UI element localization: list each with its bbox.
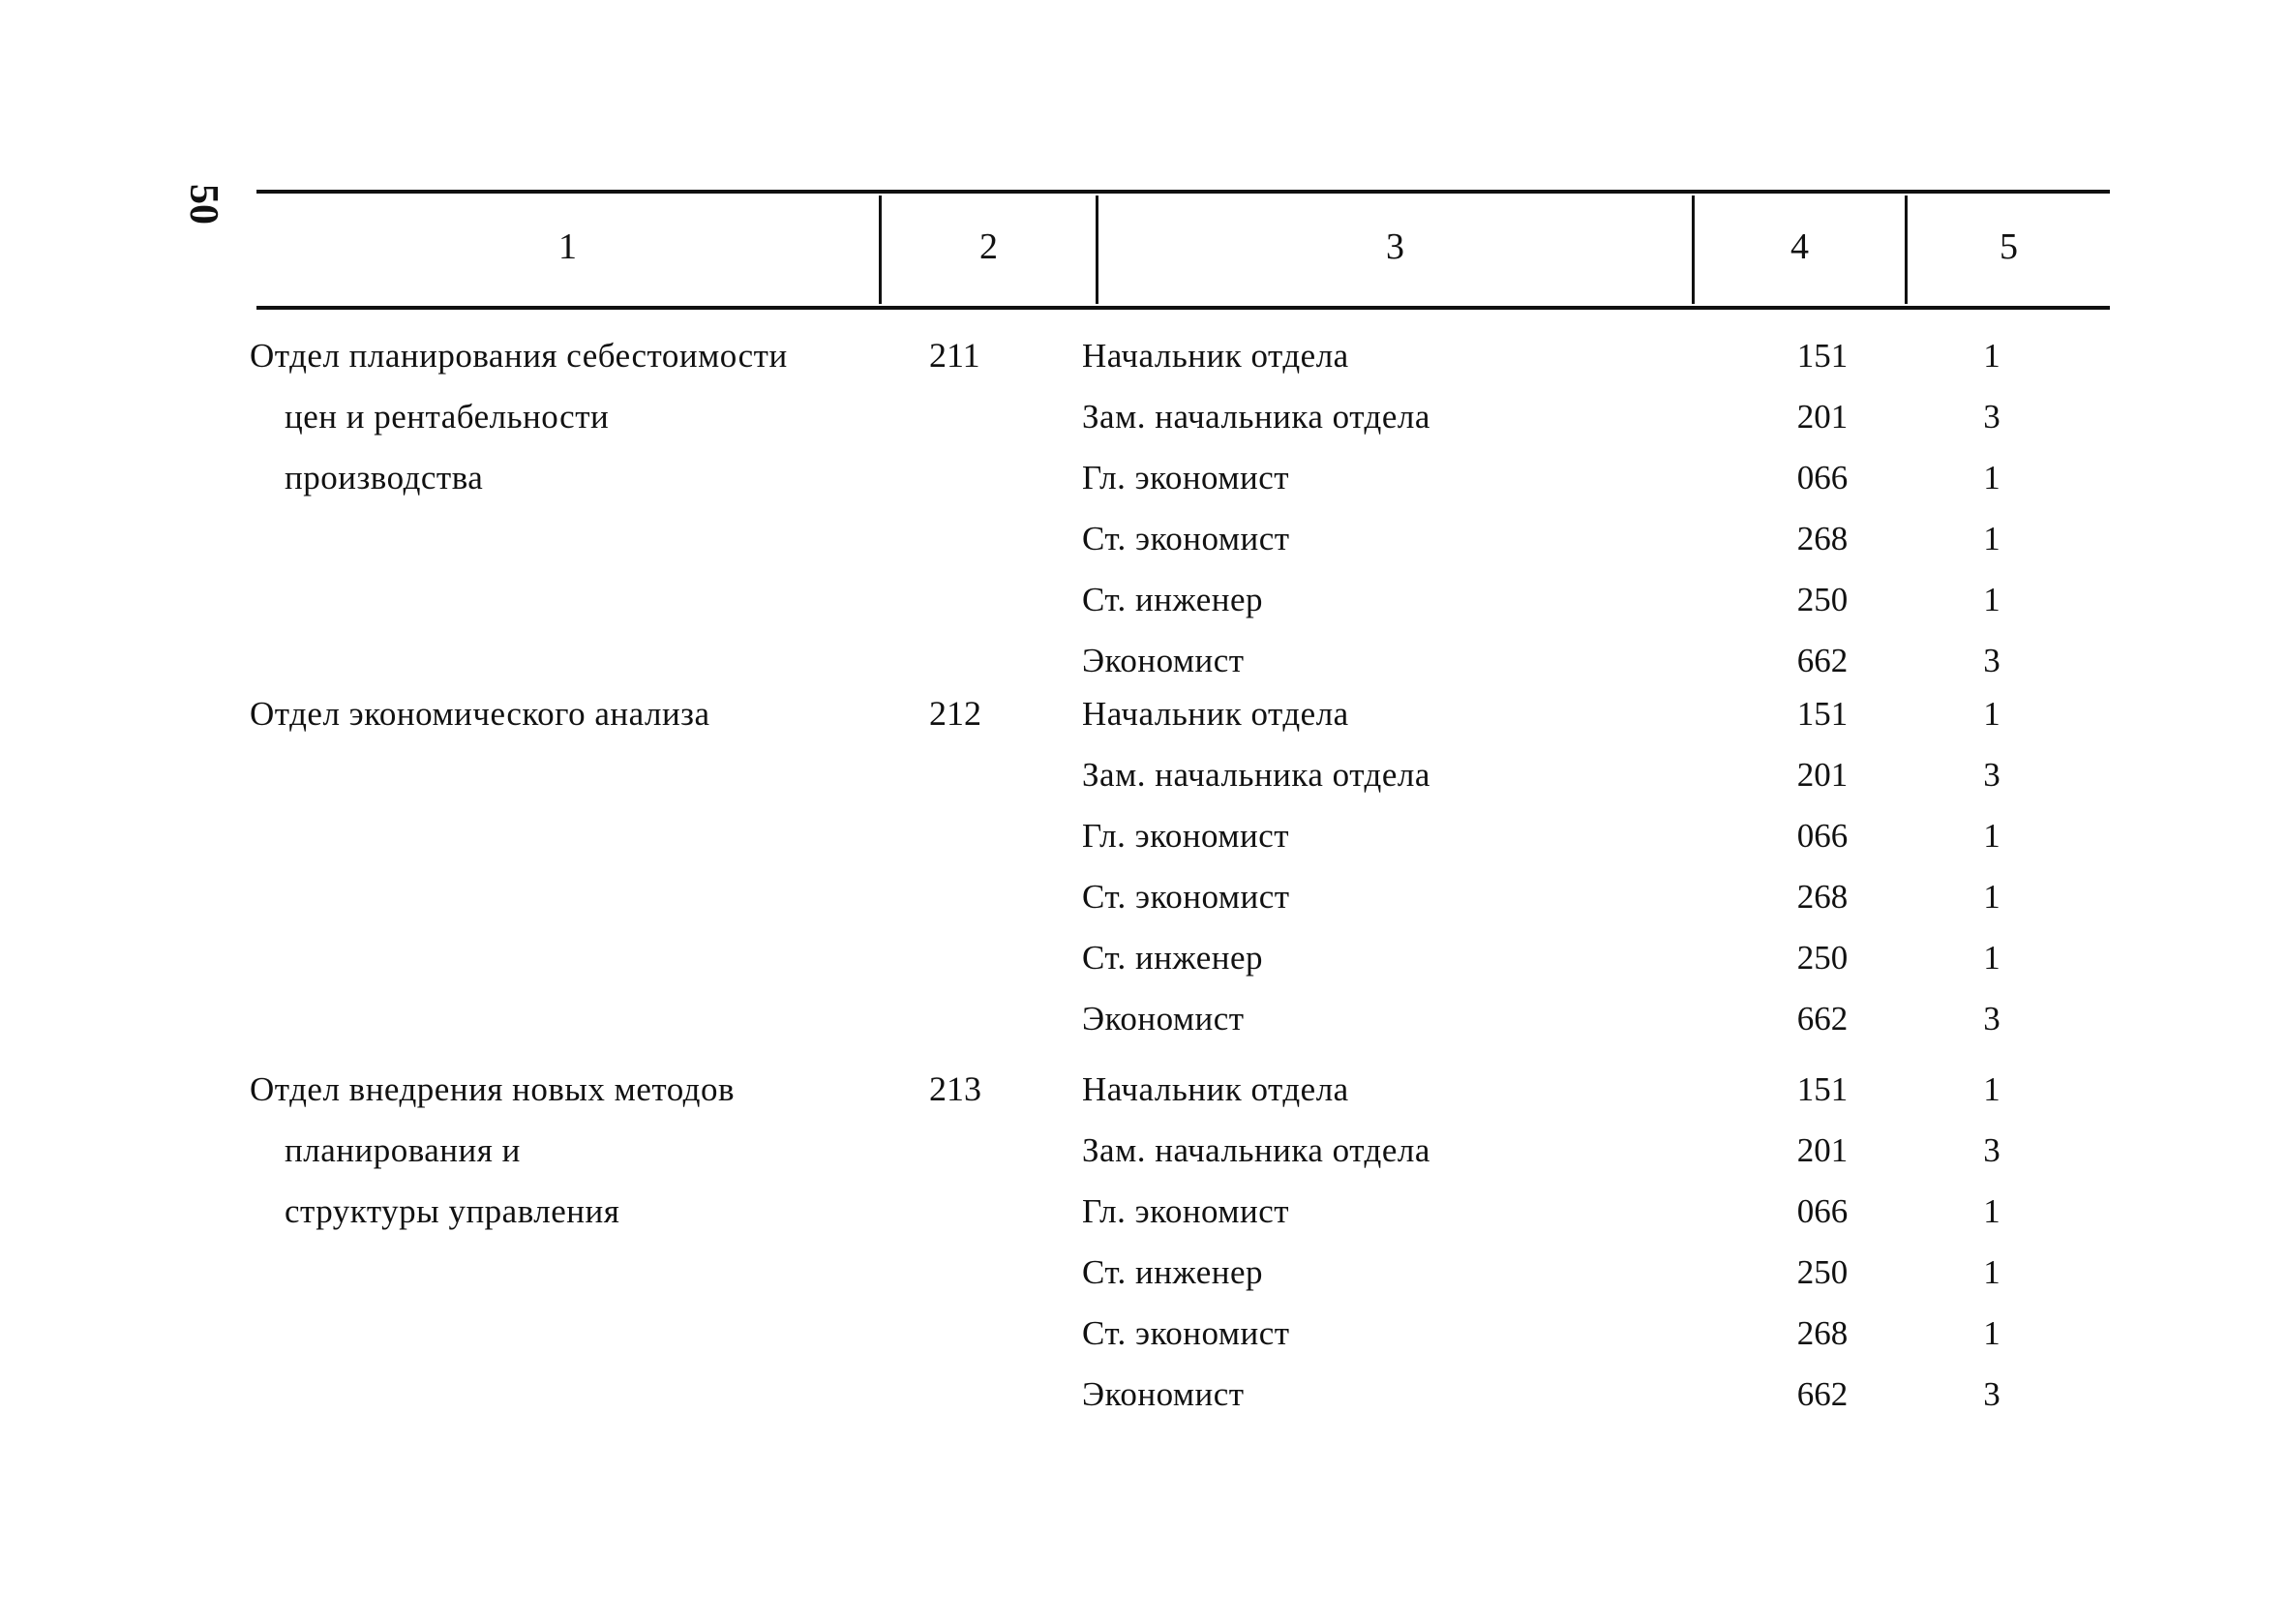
position-count: 1 [1983, 1314, 2000, 1352]
position-count: 1 [1983, 1070, 2000, 1108]
position-code: 662 [1796, 1375, 1849, 1413]
table-row [1082, 1181, 2118, 1242]
position-count: 1 [1983, 695, 2000, 733]
position-count: 3 [1983, 1000, 2000, 1038]
department-name [250, 325, 888, 508]
department-name [250, 683, 888, 744]
position-code: 151 [1796, 337, 1849, 375]
position-count: 3 [1983, 1131, 2000, 1169]
position-title: Гл. экономист [1082, 459, 1290, 496]
position-list [1082, 683, 2118, 1049]
position-count: 3 [1983, 642, 2000, 679]
table-row [1082, 386, 2118, 447]
department-code: 212 [929, 694, 981, 733]
column-header-5: 5 [2000, 226, 2018, 267]
table-row [1082, 1364, 2118, 1425]
position-title: Ст. экономист [1082, 520, 1290, 557]
column-header-4: 4 [1790, 226, 1809, 267]
table-row [1082, 1120, 2118, 1181]
table-row [1082, 927, 2118, 988]
department-name-line: цен и рентабельности [285, 398, 610, 436]
position-code: 662 [1796, 642, 1849, 679]
department-name-line: Отдел планирования себестоимости [250, 337, 788, 375]
table-top-rule [256, 190, 2110, 194]
position-code: 151 [1796, 695, 1849, 733]
table-row [1082, 683, 2118, 744]
table-row [1082, 447, 2118, 508]
position-code: 201 [1796, 1131, 1849, 1169]
department-code: 211 [929, 336, 980, 375]
position-code: 662 [1796, 1000, 1849, 1038]
position-code: 268 [1796, 878, 1849, 916]
position-title: Ст. инженер [1082, 581, 1264, 618]
position-count: 1 [1983, 581, 2000, 618]
table-row [1082, 569, 2118, 630]
position-title: Гл. экономист [1082, 1192, 1290, 1230]
table-row [1082, 744, 2118, 805]
column-header-2: 2 [979, 226, 998, 267]
table-row [1082, 630, 2118, 691]
page-number: 50 [181, 184, 226, 225]
position-list [1082, 1059, 2118, 1425]
table-row [1082, 325, 2118, 386]
department-code: 213 [929, 1069, 981, 1108]
table-header-bottom-rule [256, 306, 2110, 310]
position-count: 1 [1983, 878, 2000, 916]
position-title: Зам. начальника отдела [1082, 398, 1430, 436]
position-code: 151 [1796, 1070, 1849, 1108]
position-title: Ст. инженер [1082, 939, 1264, 977]
column-header-3: 3 [1386, 226, 1404, 267]
position-count: 1 [1983, 817, 2000, 855]
department-name-line: Отдел внедрения новых методов [250, 1070, 736, 1108]
position-count: 1 [1983, 337, 2000, 375]
department-name-line: производства [285, 459, 484, 496]
position-title: Ст. экономист [1082, 878, 1290, 916]
position-code: 268 [1796, 520, 1849, 557]
position-code: 250 [1796, 581, 1849, 618]
position-title: Ст. экономист [1082, 1314, 1290, 1352]
position-code: 201 [1796, 756, 1849, 794]
position-count: 3 [1983, 398, 2000, 436]
position-count: 1 [1983, 520, 2000, 557]
position-list [1082, 325, 2118, 691]
position-count: 1 [1983, 1253, 2000, 1291]
position-code: 066 [1796, 1192, 1849, 1230]
department-name-line: структуры управления [285, 1192, 620, 1230]
position-code: 066 [1796, 459, 1849, 496]
position-title: Зам. начальника отдела [1082, 1131, 1430, 1169]
position-title: Экономист [1082, 642, 1245, 679]
position-title: Начальник отдела [1082, 337, 1349, 375]
department-name-line: планирования и [285, 1131, 521, 1169]
position-title: Экономист [1082, 1375, 1245, 1413]
position-title: Начальник отдела [1082, 695, 1349, 733]
position-title: Экономист [1082, 1000, 1245, 1038]
department-name-line: Отдел экономического анализа [250, 695, 710, 733]
position-count: 1 [1983, 459, 2000, 496]
position-title: Начальник отдела [1082, 1070, 1349, 1108]
position-count: 1 [1983, 939, 2000, 977]
position-code: 250 [1796, 1253, 1849, 1291]
position-code: 250 [1796, 939, 1849, 977]
department-name [250, 1059, 888, 1242]
position-code: 268 [1796, 1314, 1849, 1352]
table-row [1082, 508, 2118, 569]
position-code: 066 [1796, 817, 1849, 855]
position-count: 3 [1983, 756, 2000, 794]
table-row [1082, 988, 2118, 1049]
position-title: Ст. инженер [1082, 1253, 1264, 1291]
position-title: Гл. экономист [1082, 817, 1290, 855]
position-count: 3 [1983, 1375, 2000, 1413]
table-row [1082, 1059, 2118, 1120]
table-row [1082, 1303, 2118, 1364]
position-count: 1 [1983, 1192, 2000, 1230]
table-row [1082, 805, 2118, 866]
table-row [1082, 866, 2118, 927]
position-title: Зам. начальника отдела [1082, 756, 1430, 794]
column-header-1: 1 [558, 226, 577, 267]
position-code: 201 [1796, 398, 1849, 436]
table-row [1082, 1242, 2118, 1303]
